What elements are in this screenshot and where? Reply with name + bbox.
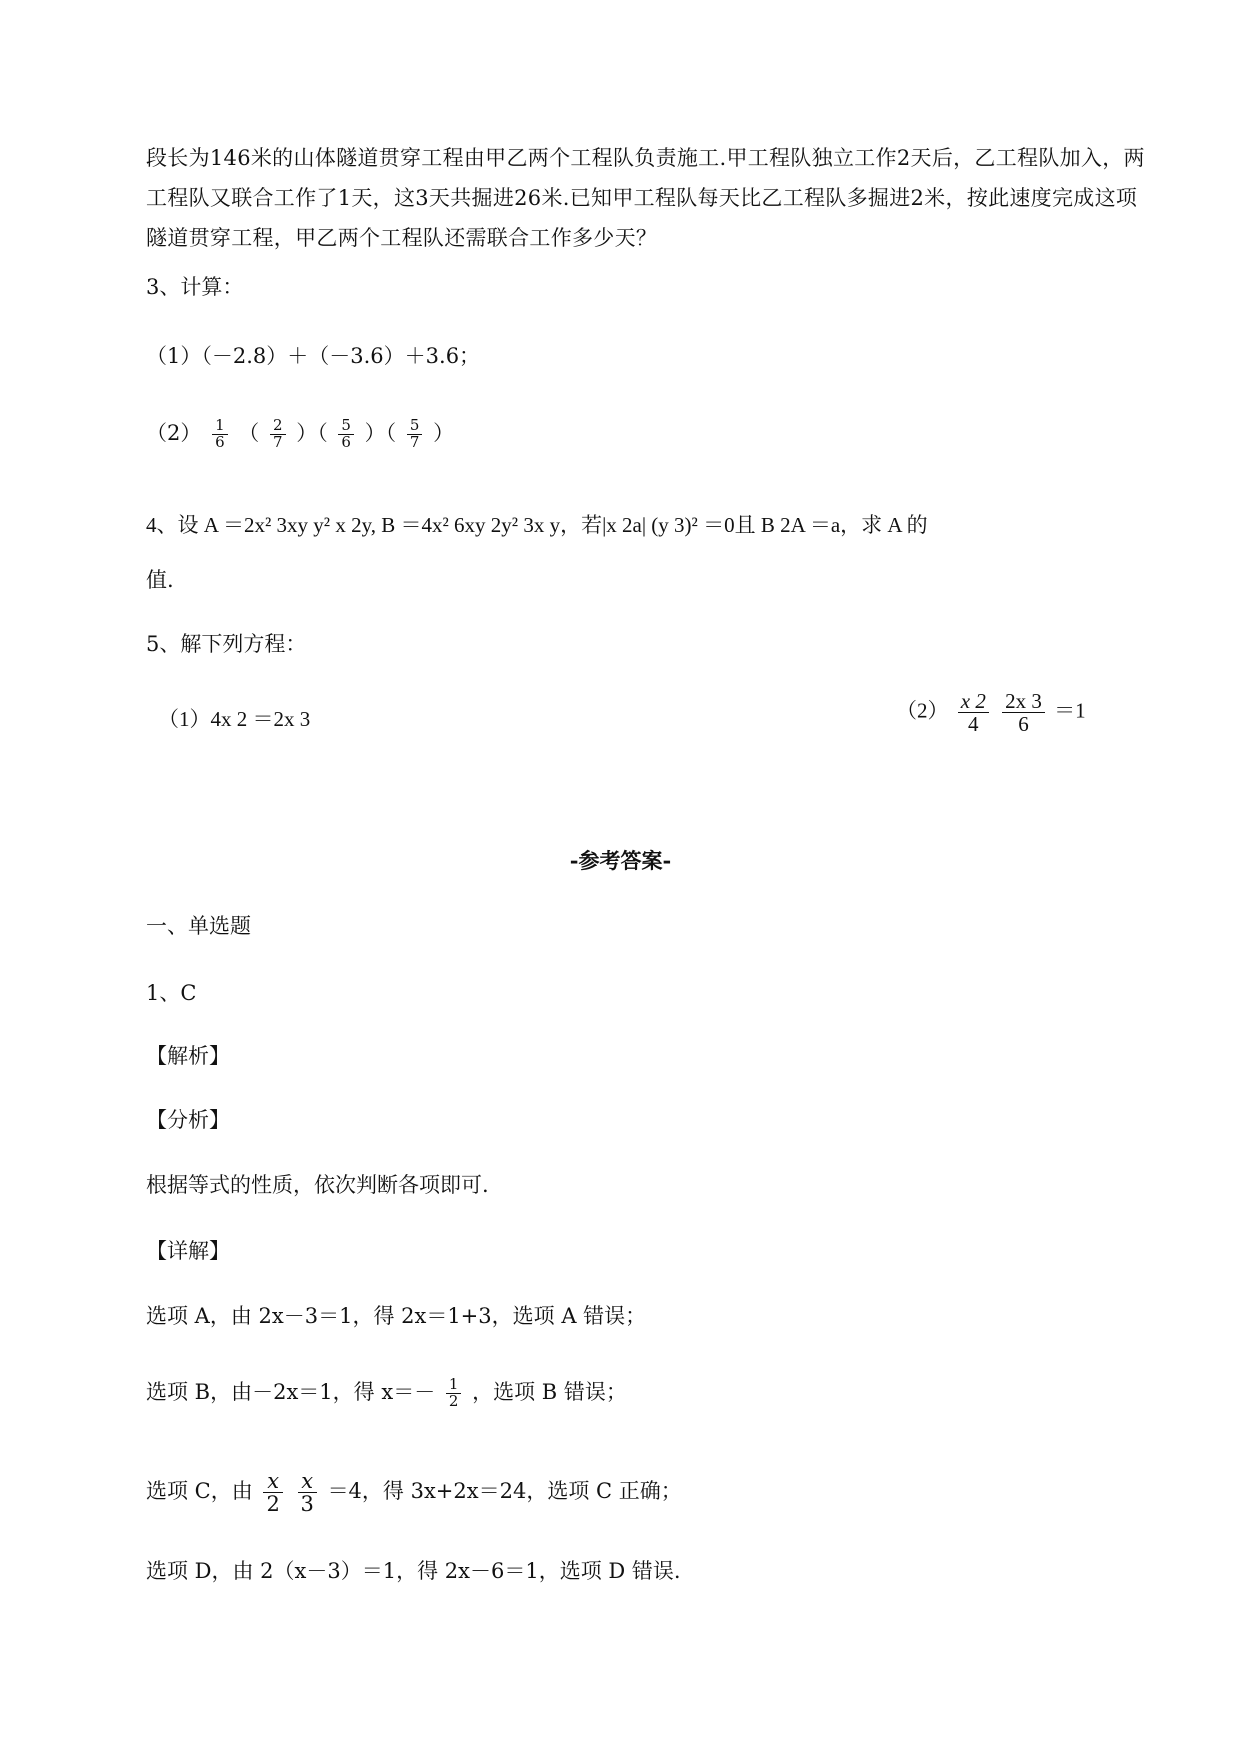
- q5-equation-1: （1）4x 2 ＝2x 3: [158, 707, 311, 731]
- fraction-numerator: 5: [407, 418, 423, 435]
- q5-equation-2: [896, 690, 1086, 735]
- answers-section-heading: 一、单选题: [146, 914, 251, 938]
- fraction-denominator: 6: [1018, 712, 1029, 737]
- q3-part2-fraction-1: [212, 418, 228, 451]
- option-b-explanation: [146, 1377, 627, 1410]
- q3-part2: （2） $\frac{1}{6}$ （ $\frac{2}{7}$ ）（ $\frac{5}{6}$ ）（ $\frac{5}{7}$ ）: [146, 416, 455, 451]
- option-a-explanation: 选项 A，由 2x－3＝1，得 2x＝1+3，选项 A 错误；: [146, 1304, 647, 1328]
- option-c-fraction-1: [263, 1470, 282, 1515]
- option-b-prefix: 选项 B，由－2x＝1，得 x＝－: [146, 1380, 436, 1404]
- fraction-denominator: 3: [300, 1492, 314, 1517]
- q3-part1: （1）（－2.8）＋（－3.6）＋3.6；: [146, 344, 481, 368]
- q5-eq2-rhs: ＝1: [1054, 698, 1086, 723]
- fraction-numerator: 1: [212, 418, 228, 435]
- option-c-explanation: [146, 1470, 682, 1515]
- xiangjie-heading: 【详解】: [146, 1239, 230, 1263]
- q3-part2-label: （2）: [146, 421, 202, 445]
- fraction-denominator: 2: [448, 1392, 459, 1410]
- fraction-numerator: 2x 3: [1002, 690, 1045, 713]
- jiexi-heading: 【解析】: [146, 1044, 230, 1068]
- q3-part2-fraction-3: [338, 418, 354, 451]
- fraction-denominator: 4: [968, 712, 979, 737]
- option-d-explanation: 选项 D，由 2（x－3）＝1，得 2x－6＝1，选项 D 错误.: [146, 1559, 681, 1583]
- problem-intro-paragraph: 段长为146米的山体隧道贯穿工程由甲乙两个工程队负责施工.甲工程队独立工作2天后，乙工程队加入，两工程队又联合工作了1天，这3天共掘进26米.已知甲工程队每天比乙工程队多掘进2米，按此速度完成这项隧道贯穿工程，甲乙两个工程队还需联合工作多少天？: [146, 146, 1145, 250]
- fraction-numerator: x 2: [958, 690, 989, 713]
- fraction-denominator: 6: [341, 433, 351, 451]
- fraction-numerator: x: [298, 1470, 317, 1493]
- fenxi-heading: 【分析】: [146, 1108, 230, 1132]
- fraction-numerator: 1: [446, 1377, 462, 1394]
- fraction-denominator: 2: [266, 1492, 280, 1517]
- answer-item-1: 1、C: [146, 981, 197, 1005]
- q3-part2-fraction-2: [270, 418, 286, 451]
- answers-title: -参考答案-: [569, 848, 672, 873]
- q4-line1: 4、设 A ＝2x² 3xy y² x 2y, B ＝4x² 6xy 2y² 3x y，若|x 2a| (y 3)² ＝0且 B 2A ＝a，求 A 的: [146, 513, 928, 537]
- q3-title: 3、计算：: [146, 275, 244, 299]
- option-b-fraction: [446, 1377, 462, 1410]
- q4-line2: 值.: [146, 568, 174, 592]
- q5-eq2-fraction-2: [1002, 690, 1045, 735]
- option-b-suffix: ，选项 B 错误；: [472, 1380, 627, 1404]
- option-c-suffix: ＝4，得 3x+2x＝24，选项 C 正确；: [327, 1479, 682, 1504]
- q5-eq2-fraction-1: [958, 690, 989, 735]
- option-c-fraction-2: [298, 1470, 317, 1515]
- analysis-text: 根据等式的性质，依次判断各项即可.: [146, 1173, 489, 1197]
- fraction-numerator: 2: [270, 418, 286, 435]
- fraction-denominator: 6: [215, 433, 225, 451]
- q5-eq2-label: （2）: [896, 698, 949, 723]
- q5-title: 5、解下列方程：: [146, 632, 307, 656]
- fraction-denominator: 7: [409, 433, 420, 451]
- q3-part2-fraction-4: [407, 418, 423, 451]
- fraction-denominator: 7: [272, 433, 283, 451]
- fraction-numerator: x: [263, 1470, 282, 1493]
- option-c-prefix: 选项 C，由: [146, 1479, 253, 1504]
- fraction-numerator: 5: [338, 418, 354, 435]
